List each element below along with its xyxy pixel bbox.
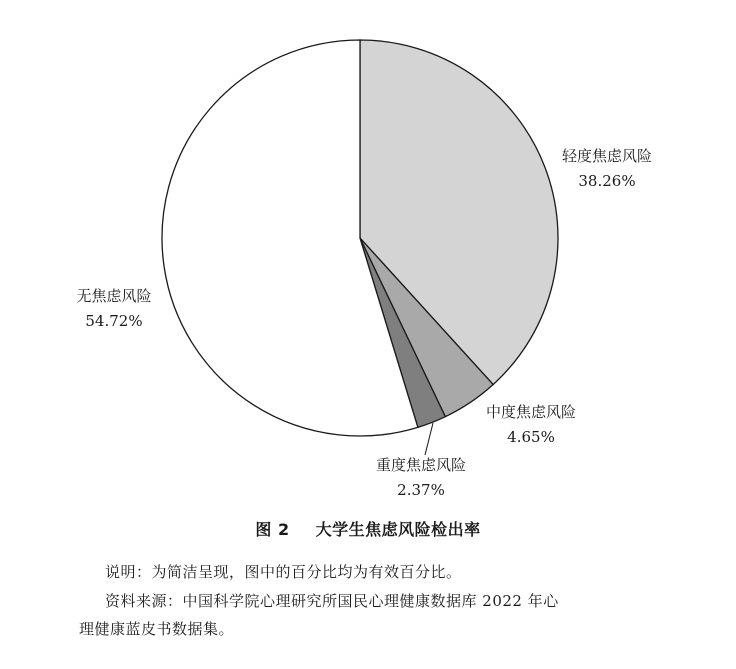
leader-line-severe (425, 423, 433, 455)
source-text-line2: 理健康蓝皮书数据集。 (79, 620, 235, 638)
pie-slices (162, 40, 558, 436)
slice-label-mild-value: 38.26% (578, 172, 636, 190)
source-text-line1: 资料来源：中国科学院心理研究所国民心理健康数据库 2022 年心 (105, 592, 559, 610)
figure-caption (0, 517, 736, 540)
slice-label-mild-name: 轻度焦虑风险 (561, 147, 653, 165)
figure-title: 大学生焦虑风险检出率 (315, 520, 481, 539)
slice-label-severe-name: 重度焦虑风险 (375, 456, 467, 474)
note-text: 说明：为简洁呈现，图中的百分比均为有效百分比。 (105, 563, 462, 581)
leader-lines (425, 423, 433, 455)
slice-label-none-name: 无焦虑风险 (76, 287, 152, 305)
figure-number: 图 2 (255, 520, 290, 539)
slice-label-none-value: 54.72% (85, 312, 143, 330)
slice-label-moderate-name: 中度焦虑风险 (485, 403, 577, 421)
slice-label-moderate-value: 4.65% (507, 428, 555, 446)
slice-label-severe-value: 2.37% (397, 481, 445, 499)
